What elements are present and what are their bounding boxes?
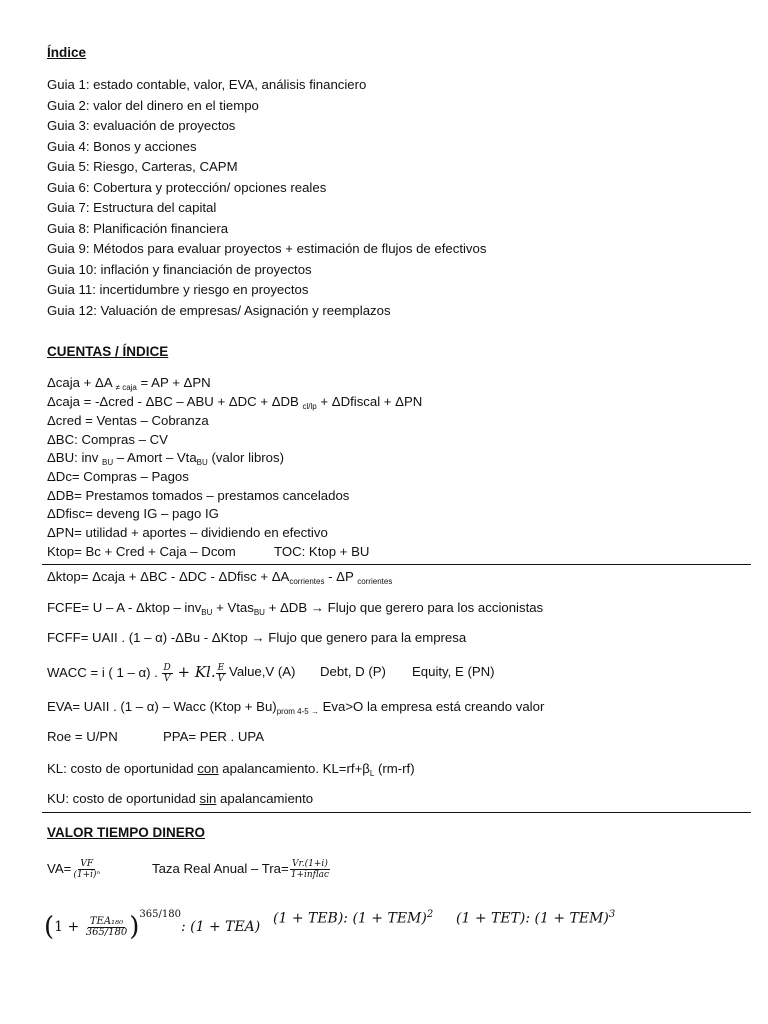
formula-line: Δktop= Δcaja + ΔBC - ΔDC - ΔDfisc + $\Delta A_{corrientes}$ - ΔP $_{corrientes}$ [47,569,393,586]
roe-formula: Roe = U/PN [47,729,118,744]
wacc-formula: WACC = i ( 1 – α) . $\frac{D}{V}$ + Kl. $\frac{E}{V}$ [47,663,225,685]
teb-tem-formula: (1 + TEB): (1 + TEM)$^2$ [273,909,434,927]
fcff-formula: FCFF= UAII . (1 – α) -ΔBu - ΔKtop → Flujo que genero para la empresa [47,630,467,645]
fraction-d-over-v: $\frac{D}{V}$ [163,663,171,685]
kl-definition: KL: costo de oportunidad con apalancamiento. $KL=rf+\beta_L$ (rm-rf) [47,761,415,778]
cuentas-title: CUENTAS / ÍNDICE [47,344,169,359]
indice-item: Guia 9: Métodos para evaluar proyectos + estimación de flujos de efectivos [47,241,487,256]
formula-line: ΔBU: inv $_{BU}$ – Amort – Vta$_{BU}$ (valor libros) [47,450,285,467]
indice-item: Guia 11: incertidumbre y riesgo en proyectos [47,282,309,297]
toc-formula: TOC: Ktop + BU [274,544,370,559]
ktop-formula: Ktop= Bc + Cred + Caja – Dcom [47,544,236,559]
indice-item: Guia 5: Riesgo, Carteras, CAPM [47,159,238,174]
wacc-value-label: Value,V (A) [229,664,296,679]
formula-line: ΔDB= Prestamos tomados – prestamos cancelados [47,487,350,503]
indice-item: Guia 12: Valuación de empresas/ Asignación y reemplazos [47,302,391,318]
formula-line: ΔDc= Compras – Pagos [47,469,189,484]
fraction-e-over-v: $\frac{E}{V}$ [217,663,225,685]
valor-title: VALOR TIEMPO DINERO [47,825,206,840]
indice-title: Índice [47,45,87,60]
ppa-formula: PPA= PER . UPA [163,729,265,744]
indice-item: Guia 6: Cobertura y protección/ opciones reales [47,179,327,195]
tra-formula: Taza Real Anual – Tra= $\frac{Vr.(1+i)}{\text{1+inflac}}$ [152,859,330,881]
indice-item: Guia 4: Bonos y acciones [47,138,197,154]
tea-equivalence-formula: (1 + $\frac{\text{TEA₁₈₀}}{365/180}$ )$^{365/180}$: (1 + TEA) [44,909,261,942]
indice-item: Guia 7: Estructura del capital [47,200,217,215]
fraction-vf: $\frac{VF}{\text{(1+i)ⁿ}}$ [73,859,101,881]
fcfe-formula: FCFE= U – A - Δktop – inv$_{BU}$ + Vtas$_{BU}$ + ΔDB → Flujo que gerero para los accionistas [47,600,544,617]
fraction-tra: $\frac{Vr.(1+i)}{\text{1+inflac}}$ [290,859,330,881]
wacc-equity-label: Equity, E (PN) [412,664,495,679]
formula-line: Δcaja + ΔA $_{\ne caja}$ = AP + ΔPN [47,375,211,392]
wacc-debt-label: Debt, D (P) [320,664,386,679]
indice-item: Guia 10: inflación y financiación de proyectos [47,261,312,277]
formula-line: ΔBC: Compras – CV [47,431,168,447]
formula-line: ΔPN= utilidad + aportes – dividiendo en efectivo [47,525,328,540]
indice-item: Guia 3: evaluación de proyectos [47,118,236,133]
indice-item: Guia 2: valor del dinero en el tiempo [47,97,259,113]
ku-definition: KU: costo de oportunidad sin apalancamiento [47,791,314,806]
fraction-tea: $\frac{\text{TEA₁₈₀}}{365/180}$ [85,915,128,938]
eva-formula: EVA= UAII . (1 – α) – Wacc (Ktop + $Bu)_{prom 4-5 \to}$ Eva>O la empresa está creando valor [47,699,545,716]
formula-line: Δcred = Ventas – Cobranza [47,413,209,428]
formula-line: Δcaja = -Δcred - ΔBC – ABU + ΔDC + ΔDB $_{cl/lp}$ + ΔDfiscal + ΔPN [47,394,423,411]
divider [42,564,751,565]
formula-line: ΔDfisc= deveng IG – pago IG [47,506,219,521]
indice-item: Guia 8: Planificación financiera [47,220,229,236]
indice-item: Guia 1: estado contable, valor, EVA, análisis financiero [47,77,367,92]
tet-tem-formula: (1 + TET): (1 + TEM)$^3$ [456,909,616,927]
va-formula: VA= $\frac{VF}{\text{(1+i)ⁿ}}$ [47,859,101,881]
divider [42,812,751,813]
